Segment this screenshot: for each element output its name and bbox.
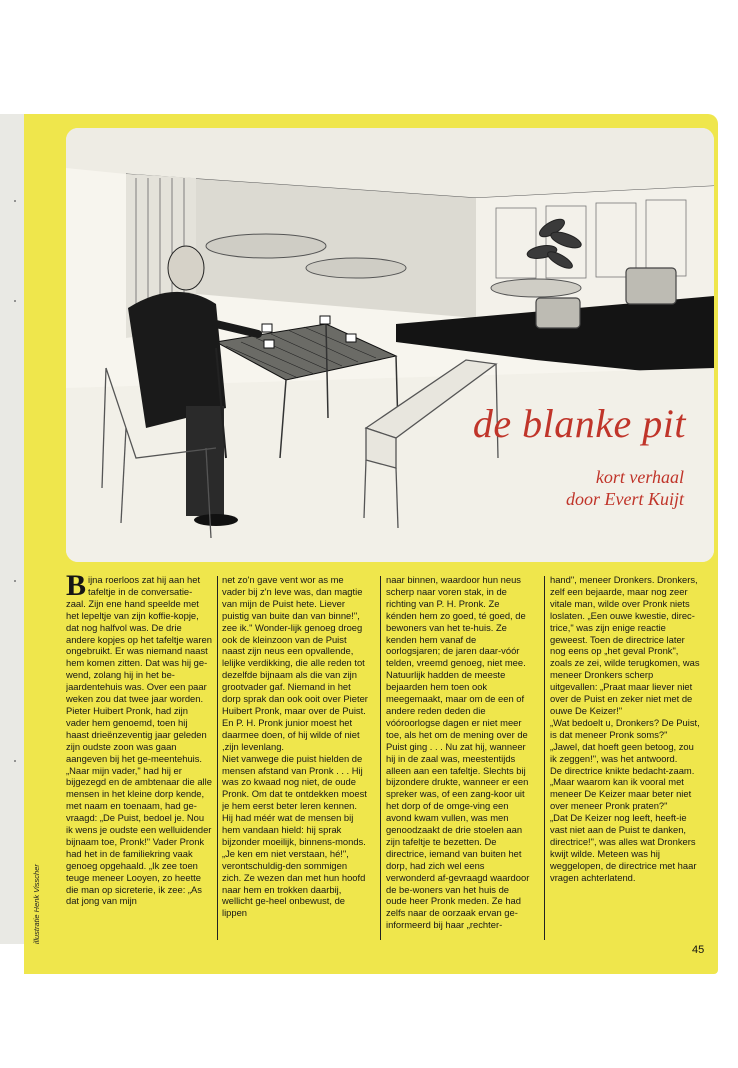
margin-mark (14, 300, 16, 302)
article-subtitle (566, 466, 684, 510)
text-column-4: hand", meneer Dronkers. Dronkers, zelf een bejaarde, maar nog zeer vitale man, wilde over Pronk niets loslaten. „Een ouwe kwestie, direc-trice," was zijn enige reactie geweest. Toen de directrice later nog eens op „het geval Pronk", zoals ze zei, wilde terugkomen, was meneer Dronkers scherp uitgevallen: „Praat maar liever niet over de Puist en zeker niet met de ouwe De Keizer!" „Wat bedoelt u, Dronkers? De Puist, is dat meneer Pronk soms?" „Jawel, dat hoeft geen betoog, zou ik zeggen!", was het antwoord. De directrice knikte bedacht-zaam. „Maar waarom kan ik vooral met meneer De Keizer maar beter niet over meneer Pronk praten?" „Dat De Keizer nog leeft, heeft-ie vast niet aan de Puist te danken, directrice!", was alles wat Dronkers kwijt wilde. Meteen was hij weggelopen, de directrice met haar vragen achterlatend. (550, 574, 700, 883)
story-illustration (66, 128, 714, 562)
margin-mark (14, 200, 16, 202)
article-title: de blanke pit (472, 401, 686, 446)
column-divider (544, 576, 545, 940)
text-column-2: net zo'n gave vent wor as me vader bij z'n leve was, dan magtie van mijn de Puist hete. Liever puistig van buite dan van binne!", zee ik." Wonder-lijk genoeg droeg ook de kleinzoon van de Puist naast zijn neus een opvallende, lelijke verdikking, die alle reden tot dezelfde bijnaam als die van zijn grootvader gaf. Niemand in het dorp sprak dan ook ooit over Pieter Huibert Pronk, maar over de Puist. En P. H. Pronk junior moest het daarmee doen, of hij wilde of niet ,zijn levenlang. Niet vanwege die puist hielden de mensen afstand van Pronk . . . Hij was zo kwaad nog niet, de oude Pronk. Om dat te ontdekken moest je hem eerst beter leren kennen. Hij had méér wat de mensen bij hem vandaan hield: hij sprak bijzonder moeilijk, binnens-monds. „Je ken em niet verstaan, hé!", verontschuldig-den sommigen zich. Ze wezen dan met hun hoofd naar hem en trokken daarbij, wellicht ge-heel onbewust, de lippen (222, 574, 368, 919)
text-column-1 (66, 574, 212, 942)
drop-cap: B (66, 574, 87, 602)
genre-label: kort verhaal (595, 467, 684, 487)
column-divider (217, 576, 218, 940)
author-byline: door Evert Kuijt (566, 489, 684, 509)
margin-mark (14, 760, 16, 762)
text-column-3: naar binnen, waardoor hun neus scherp naar voren stak, in de richting van P. H. Pronk. Ze kénden hem zo goed, té goed, de bewoners van het te-huis. Ze kenden hem vanaf de oorlogsjaren; de jaren daar-vóór telden, vreemd genoeg, niet mee. Natuurlijk hadden de meeste bejaarden hem toen ook meegemaakt, maar om de een of andere reden deden die vóóroorlogse dagen er niet meer toe, als het om de mening over de Puist ging . . . Nu zat hij, wanneer hij in de zaal was, meestentijds alleen aan een tafeltje. Slechts bij bijzondere drukte, wanneer er een spreker was, of een zang-koor uit het dorp of de omge-ving een avond kwam vullen, was men genoodzaakt de drie stoelen aan zijn tafeltje te bezetten. De directrice, iemand van buiten het dorp, had zich wel eens verwonderd af-gevraagd waardoor de be-woners van het huis de oude heer Pronk meden. Ze had zelfs naar de oorzaak ervan ge-informeerd bij haar „rechter- (386, 574, 530, 931)
column-divider (380, 576, 381, 940)
credit-text: illustratie Henk Visscher (32, 864, 41, 944)
page-number: 45 (692, 944, 705, 956)
illustration-credit (32, 848, 46, 944)
margin-mark (14, 580, 16, 582)
facing-page-edge (0, 114, 25, 944)
column-text: ijna roerloos zat hij aan het tafeltje in de conversatie-zaal. Zijn ene hand speelde met het lepeltje van zijn koffie-kopje, dat nog halfvol was. De drie andere kopjes op het tafeltje waren ongebruikt. Er was niemand naast hem komen zitten. Dat was hij ge-wend, zolang hij in het be-jaardentehuis was. Over een paar weken zou dat twee jaar worden. Pieter Huibert Pronk, had zijn vader hem genoemd, toen hij haast drieënzeventig jaar geleden zijn oudste zoon was gaan aangeven bij het ge-meentehuis. „Naar mijn vader," had hij er bijgezegd en de ambtenaar die alle mensen in het kleine dorp kende, met naam en toenaam, had ge-vraagd: „De Puist, bedoel je. Nou ik wens je oudste een welluidender bijnaam toe, Pronk!" Vader Pronk had het in de familiekring vaak genoeg opgehaald. „Ik zee toen teuge meneer Looyen, zo heette die man op sicreterie, ik zee: „As dat jong van mijn (66, 574, 212, 907)
article-body (66, 574, 710, 944)
